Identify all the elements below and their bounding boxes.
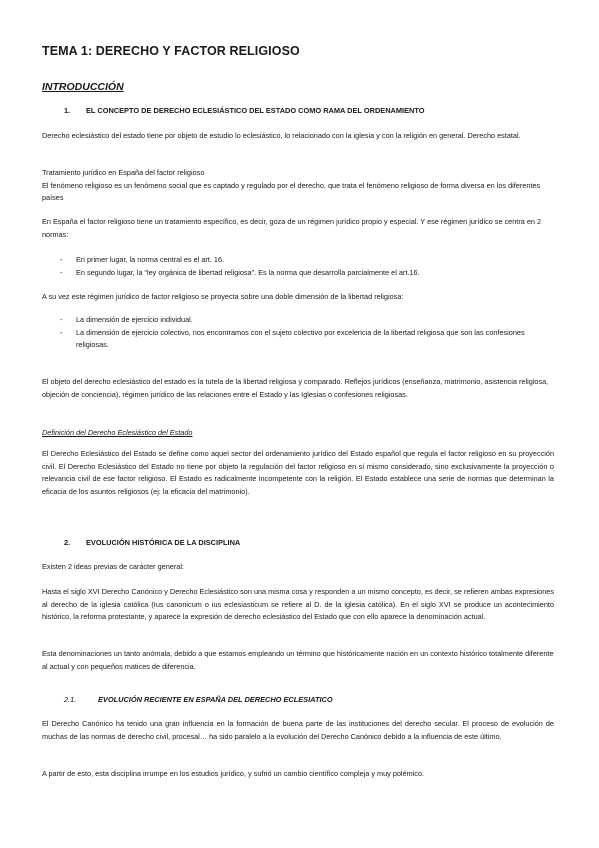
section-1-paragraph-2-line-1: Tratamiento jurídico en España del factor religioso: [42, 168, 205, 177]
bullet-dash: -: [60, 255, 63, 264]
list-item: - En segundo lugar, la “ley orgánica de libertad religiosa”. Es la norma que desarrolla parcialmente el art.16.: [60, 267, 552, 280]
section-2-title: EVOLUCIÓN HISTÓRICA DE LA DISCIPLINA: [86, 538, 241, 547]
introduction-heading: INTRODUCCIÓN: [42, 81, 124, 93]
section-1-paragraph-6: El Derecho Eclesiástico del Estado se define como aquel sector del ordenamiento jurídico del Estado español que regula el factor religioso en su proyección civil. El Derecho Eclesiástico del Estado no tiene por objeto la regulación del factor religioso en sí mismo considerado, sino exclusivamente la proyección o relevancia civil de ese factor religioso. El Estado es radicalmente incompetente con la religión. El Estado establece una serie de normas que determinan la eficacia de los asuntos religiosos (ej: la eficacia del matrimonio).: [42, 449, 554, 496]
bullet-dash: -: [60, 315, 63, 324]
section-2-1-number: 2.1.: [64, 695, 77, 704]
norms-list: [60, 254, 552, 279]
section-1-paragraph-1: Derecho eclesiástico del estado tiene por objeto de estudio lo eclesiástico, lo relacionado con la iglesia y con la religión en general. Derecho estatal.: [42, 131, 521, 140]
dimensions-list: [60, 314, 552, 352]
list-item: - La dimensión de ejercicio individual.: [60, 314, 552, 327]
section-1-heading: [64, 106, 554, 115]
section-1-paragraph-5: El objeto del derecho eclesiástico del estado es la tutela de la libertad religiosa y comparado. Reflejos jurídicos (enseñanza, matrimonio, asistencia religiosa, objeción de conciencia), régimen jurídico de las relaciones entre el Estado y las Iglesias o confesiones religiosas.: [42, 377, 549, 399]
section-2-1-heading: [64, 695, 554, 704]
section-2-1-paragraph-1: El Derecho Canónico ha tenido una gran influencia en la formación de buena parte de las instituciones del derecho secular. El proceso de evolución de muchas de las normas de derecho civil, procesal… ha sido paralelo a la evolución del Derecho Canónico debido a la influencia de este último.: [42, 719, 554, 741]
section-2-1-title: EVOLUCIÓN RECIENTE EN ESPAÑA DEL DERECHO ECLESIATICO: [98, 695, 333, 704]
section-2-1-paragraph-2: A partir de esto, esta disciplina irrumpe en los estudios jurídico, y sufrió un cambio científico compleja y muy polémico.: [42, 769, 425, 778]
bullet-dash: -: [60, 327, 63, 337]
section-2-paragraph-3: Esta denominaciones un tanto anómala, debido a que estamos empleando un término que históricamente nación en un contexto histórico totalmente diferente al actual y con pequeños matices de diferencia.: [42, 649, 554, 671]
section-1-paragraph-2: [42, 167, 554, 205]
section-2-heading: [64, 538, 554, 547]
section-1-paragraph-2-rest: El fenómeno religioso es un fenómeno social que es captado y regulado por el derecho, que trata el fenómeno religioso de forma diversa en los diferentes países: [42, 180, 541, 202]
section-1-paragraph-4: A su vez este régimen jurídico de factor religioso se proyecta sobre una doble dimensión de la libertad religiosa:: [42, 292, 404, 301]
bullet-dash: -: [60, 267, 63, 277]
document-title: TEMA 1: DERECHO Y FACTOR RELIGIOSO: [42, 44, 300, 58]
section-2-paragraph-1: Existen 2 ideas previas de carácter general:: [42, 562, 184, 571]
section-1-number: 1.: [64, 106, 71, 115]
list-item: - En primer lugar, la norma central es el art. 16.: [60, 254, 552, 267]
definition-heading: Definición del Derecho Eclesiástico del Estado: [42, 428, 193, 437]
list-item: - La dimensión de ejercicio colectivo, nos encontramos con el sujeto colectivo por excelencia de la libertad religiosa que son las confesiones religiosas.: [60, 327, 525, 349]
section-2-paragraph-2: Hasta el siglo XVI Derecho Canónico y Derecho Eclesiástico son una misma cosa y responden a un mismo concepto, es decir, se refieren ambas expresiones al derecho de la iglesia católica (Ius canonicum o ius eclesiasticum se refiere al D. de la iglesia católica). En el siglo XVI se produce un acontecimiento histórico, la reforma protestante, y aparece la expresión de derecho eclesiástico del Estado que con ello aparece la denominación actual.: [42, 587, 554, 621]
section-1-title: EL CONCEPTO DE DERECHO ECLESIÁSTICO DEL ESTADO COMO RAMA DEL ORDENAMIENTO: [86, 106, 425, 115]
section-2-number: 2.: [64, 538, 71, 547]
section-1-paragraph-3: En España el factor religioso tiene un tratamiento específico, es decir, goza de un régimen jurídico propio y especial. Y ese régimen jurídico se centra en 2 normas:: [42, 217, 542, 239]
